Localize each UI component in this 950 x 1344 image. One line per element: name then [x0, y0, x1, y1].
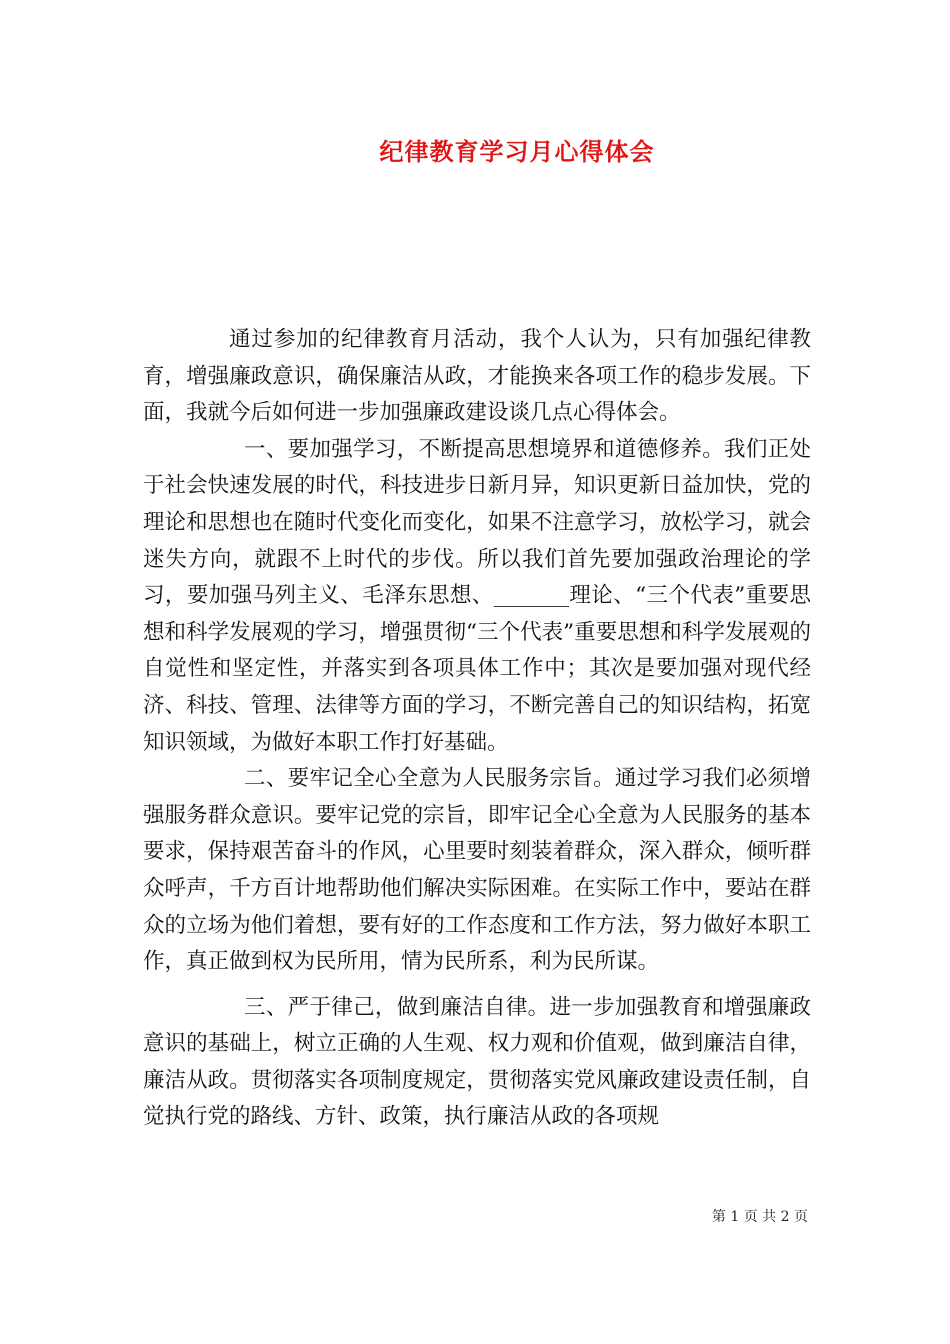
paragraph-serve-people: 二、要牢记全心全意为人民服务宗旨。通过学习我们必须增强服务群众意识。要牢记党的宗旨，即牢记全心全意为人民服务的基本要求，保持艰苦奋斗的作风，心里要时刻装着群众，深入群众，倾听群众呼声，千方百计地帮助他们解决实际困难。在实际工作中，要站在群众的立场为他们着想，要有好的工作态度和工作方法，努力做好本职工作，真正做到权为民所用，情为民所系，利为民所谋。: [143, 766, 811, 975]
document-body: [143, 322, 811, 1136]
document-title: 纪律教育学习月心得体会: [379, 137, 655, 166]
paragraph-intro: 通过参加的纪律教育月活动，我个人认为，只有加强纪律教育，增强廉政意识，确保廉洁从政，才能换来各项工作的稳步发展。下面，我就今后如何进一步加强廉政建设谈几点心得体会。: [143, 327, 811, 426]
page-number-footer: 第 1 页 共 2 页: [711, 1209, 808, 1225]
paragraph-self-discipline: 三、严于律己，做到廉洁自律。进一步加强教育和增强廉政意识的基础上，树立正确的人生观、权力观和价值观，做到廉洁自律，廉洁从政。贯彻落实各项制度规定，贯彻落实党风廉政建设责任制，自觉执行党的路线、方针、政策，执行廉洁从政的各项规: [143, 994, 811, 1130]
paragraph-study: 一、要加强学习，不断提高思想境界和道德修养。我们正处于社会快速发展的时代，科技进步日新月异，知识更新日益加快，党的理论和思想也在随时代变化而变化，如果不注意学习，放松学习，就会迷失方向，就跟不上时代的步伐。所以我们首先要加强政治理论的学习，要加强马列主义、毛泽东思想、_______理论、“三个代表”重要思想和科学发展观的学习，增强贯彻“三个代表”重要思想和科学发展观的自觉性和坚定性，并落实到各项具体工作中；其次是要加强对现代经济、科技、管理、法律等方面的学习，不断完善自己的知识结构，拓宽知识领域，为做好本职工作打好基础。: [143, 436, 811, 755]
